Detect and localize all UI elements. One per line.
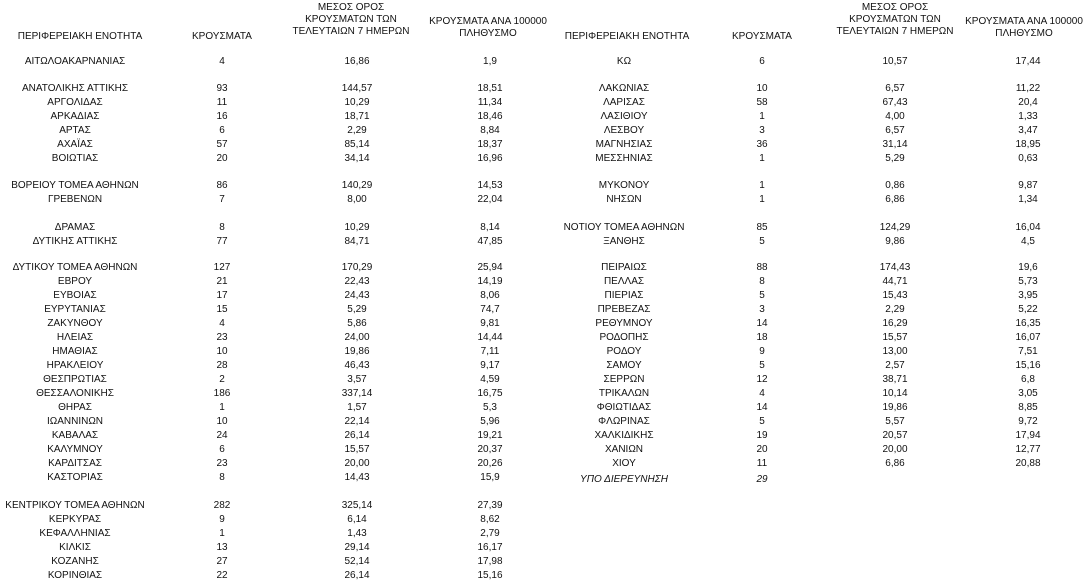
left-row-per100k: 17,98: [477, 556, 503, 567]
left-row-region: ΚΕΝΤΡΙΚΟΥ ΤΟΜΕΑ ΑΘΗΝΩΝ: [5, 500, 145, 511]
left-row-avg7: 6,14: [347, 514, 367, 525]
left-row-avg7: 26,14: [344, 430, 370, 441]
left-row-per100k: 1,9: [483, 56, 497, 67]
right-row-avg7: 67,43: [882, 97, 908, 108]
right-row-avg7: 20,00: [882, 444, 908, 455]
right-row-region: ΦΘΙΩΤΙΔΑΣ: [596, 402, 652, 413]
left-row-per100k: 9,17: [480, 360, 500, 371]
left-row-per100k: 11,34: [477, 97, 503, 108]
left-row-per100k: 74,7: [480, 304, 500, 315]
left-row-region: ΑΡΚΑΔΙΑΣ: [50, 111, 100, 122]
right-row-cases: 85: [756, 222, 768, 233]
left-row-cases: 93: [216, 83, 228, 94]
right-row-avg7: 13,00: [882, 346, 908, 357]
right-row-avg7: 174,43: [879, 262, 911, 273]
right-row-avg7: 6,86: [885, 458, 905, 469]
left-row-region: ΘΕΣΣΑΛΟΝΙΚΗΣ: [36, 388, 114, 399]
right-row-per100k: 4,5: [1021, 236, 1035, 247]
left-row-per100k: 27,39: [477, 500, 503, 511]
left-row-cases: 186: [213, 388, 231, 399]
left-row-region: ΘΕΣΠΡΩΤΙΑΣ: [43, 374, 107, 385]
left-row-cases: 27: [216, 556, 228, 567]
left-row-avg7: 22,43: [344, 276, 370, 287]
right-row-cases: 3: [759, 125, 765, 136]
left-row-region: ΖΑΚΥΝΘΟΥ: [47, 318, 103, 329]
left-row-cases: 28: [216, 360, 228, 371]
left-row-cases: 11: [216, 97, 228, 108]
right-row-region: ΠΕΙΡΑΙΩΣ: [601, 262, 647, 273]
right-row-avg7: 9,86: [885, 236, 905, 247]
left-row-per100k: 15,9: [480, 472, 500, 483]
right-row-avg7: 0,86: [885, 180, 905, 191]
right-row-per100k: 3,47: [1018, 125, 1038, 136]
left-row-cases: 21: [216, 276, 228, 287]
header-per100k-left: ΚΡΟΥΣΜΑΤΑ ΑΝΑ 100000 ΠΛΗΘΥΣΜΟ: [429, 16, 547, 39]
left-row-region: ΗΜΑΘΙΑΣ: [52, 346, 98, 357]
right-row-cases: 19: [756, 430, 768, 441]
right-row-cases: 14: [756, 402, 768, 413]
left-row-avg7: 15,57: [344, 444, 370, 455]
left-row-cases: 77: [216, 236, 228, 247]
header-cases-right: ΚΡΟΥΣΜΑΤΑ: [732, 31, 792, 42]
right-row-cases: 58: [756, 97, 768, 108]
right-row-per100k: 3,05: [1018, 388, 1038, 399]
right-row-per100k: 18,95: [1015, 139, 1041, 150]
header-avg7-right: ΜΕΣΟΣ ΟΡΟΣ ΚΡΟΥΣΜΑΤΩΝ ΤΩΝ ΤΕΛΕΥΤΑΙΩΝ 7 ΗΜΕΡΩΝ: [836, 2, 954, 37]
right-row-avg7: 38,71: [882, 374, 908, 385]
left-row-region: ΙΩΑΝΝΙΝΩΝ: [46, 416, 104, 427]
left-row-cases: 282: [213, 500, 231, 511]
left-row-per100k: 16,17: [477, 542, 503, 553]
right-row-region: ΡΕΘΥΜΝΟΥ: [595, 318, 653, 329]
right-row-region: ΠΕΛΛΑΣ: [603, 276, 645, 287]
left-row-per100k: 8,84: [480, 125, 500, 136]
right-row-region: ΥΠΟ ΔΙΕΡΕΥΝΗΣΗ: [580, 474, 668, 485]
right-row-region: ΠΡΕΒΕΖΑΣ: [597, 304, 651, 315]
right-row-avg7: 124,29: [879, 222, 911, 233]
right-row-per100k: 1,34: [1018, 194, 1038, 205]
left-row-avg7: 14,43: [344, 472, 370, 483]
left-row-cases: 57: [216, 139, 228, 150]
left-row-avg7: 19,86: [344, 346, 370, 357]
left-row-per100k: 22,04: [477, 194, 503, 205]
left-row-avg7: 22,14: [344, 416, 370, 427]
left-row-region: ΚΑΒΑΛΑΣ: [51, 430, 99, 441]
right-row-per100k: 20,88: [1015, 458, 1041, 469]
right-row-cases: 5: [759, 290, 765, 301]
right-row-avg7: 16,29: [882, 318, 908, 329]
left-row-region: ΑΧΑΪΑΣ: [57, 139, 93, 150]
right-row-region: ΛΑΡΙΣΑΣ: [603, 97, 645, 108]
left-row-per100k: 5,96: [480, 416, 500, 427]
left-row-cases: 127: [213, 262, 231, 273]
right-row-per100k: 7,51: [1018, 346, 1038, 357]
right-row-region: ΛΑΚΩΝΙΑΣ: [598, 83, 650, 94]
right-row-cases: 9: [759, 346, 765, 357]
left-row-cases: 8: [219, 222, 225, 233]
right-row-per100k: 8,85: [1018, 402, 1038, 413]
right-row-avg7: 6,57: [885, 125, 905, 136]
left-row-region: ΚΑΡΔΙΤΣΑΣ: [48, 458, 102, 469]
left-row-avg7: 34,14: [344, 153, 370, 164]
right-row-per100k: 20,4: [1018, 97, 1038, 108]
left-row-per100k: 5,3: [483, 402, 497, 413]
right-row-region: ΜΕΣΣΗΝΙΑΣ: [595, 153, 653, 164]
left-row-per100k: 18,37: [477, 139, 503, 150]
right-row-cases: 20: [756, 444, 768, 455]
right-row-region: ΜΥΚΟΝΟΥ: [598, 180, 650, 191]
right-row-avg7: 10,57: [882, 56, 908, 67]
left-row-avg7: 5,29: [347, 304, 367, 315]
left-row-cases: 23: [216, 332, 228, 343]
right-row-cases: 12: [756, 374, 768, 385]
header-per100k-right: ΚΡΟΥΣΜΑΤΑ ΑΝΑ 100000 ΠΛΗΘΥΣΜΟ: [965, 16, 1083, 39]
left-row-cases: 7: [219, 194, 225, 205]
right-row-cases: 10: [756, 83, 768, 94]
left-row-avg7: 170,29: [341, 262, 373, 273]
right-row-per100k: 1,33: [1018, 111, 1038, 122]
right-row-avg7: 19,86: [882, 402, 908, 413]
right-row-region: ΧΙΟΥ: [612, 458, 636, 469]
right-row-region: ΛΑΣΙΘΙΟΥ: [600, 111, 648, 122]
left-row-avg7: 24,43: [344, 290, 370, 301]
right-row-region: ΞΑΝΘΗΣ: [603, 236, 645, 247]
left-row-avg7: 10,29: [344, 97, 370, 108]
right-row-per100k: 19,6: [1018, 262, 1038, 273]
left-row-cases: 8: [219, 472, 225, 483]
left-row-per100k: 15,16: [477, 570, 503, 581]
left-row-cases: 6: [219, 125, 225, 136]
left-row-cases: 22: [216, 570, 228, 581]
right-row-per100k: 12,77: [1015, 444, 1041, 455]
left-row-cases: 16: [216, 111, 228, 122]
right-row-cases: 36: [756, 139, 768, 150]
left-row-per100k: 18,46: [477, 111, 503, 122]
left-row-per100k: 14,19: [477, 276, 503, 287]
left-row-cases: 15: [216, 304, 228, 315]
right-row-cases: 1: [759, 194, 765, 205]
right-row-cases: 8: [759, 276, 765, 287]
right-row-region: ΠΙΕΡΙΑΣ: [604, 290, 644, 301]
left-row-avg7: 26,14: [344, 570, 370, 581]
left-row-region: ΑΙΤΩΛΟΑΚΑΡΝΑΝΙΑΣ: [24, 56, 126, 67]
left-row-cases: 2: [219, 374, 225, 385]
right-row-per100k: 5,22: [1018, 304, 1038, 315]
left-row-avg7: 85,14: [344, 139, 370, 150]
right-row-region: ΚΩ: [616, 56, 632, 67]
right-row-per100k: 17,94: [1015, 430, 1041, 441]
left-row-region: ΚΟΖΑΝΗΣ: [51, 556, 99, 567]
right-row-region: ΛΕΣΒΟΥ: [603, 125, 645, 136]
left-row-avg7: 52,14: [344, 556, 370, 567]
left-row-cases: 4: [219, 56, 225, 67]
right-row-avg7: 6,86: [885, 194, 905, 205]
right-row-cases: 1: [759, 111, 765, 122]
right-row-cases: 1: [759, 153, 765, 164]
left-row-region: ΕΒΡΟΥ: [57, 276, 93, 287]
right-row-cases: 1: [759, 180, 765, 191]
right-row-avg7: 10,14: [882, 388, 908, 399]
left-row-avg7: 337,14: [341, 388, 373, 399]
right-row-cases: 14: [756, 318, 768, 329]
left-row-cases: 13: [216, 542, 228, 553]
left-row-avg7: 20,00: [344, 458, 370, 469]
left-row-region: ΗΡΑΚΛΕΙΟΥ: [46, 360, 104, 371]
right-row-region: ΦΛΩΡΙΝΑΣ: [598, 416, 650, 427]
left-row-avg7: 18,71: [344, 111, 370, 122]
left-row-avg7: 144,57: [341, 83, 373, 94]
left-row-avg7: 8,00: [347, 194, 367, 205]
left-row-region: ΚΑΣΤΟΡΙΑΣ: [47, 472, 103, 483]
left-row-per100k: 14,53: [477, 180, 503, 191]
left-row-region: ΚΕΦΑΛΛΗΝΙΑΣ: [39, 528, 111, 539]
right-row-per100k: 9,72: [1018, 416, 1038, 427]
left-row-avg7: 1,43: [347, 528, 367, 539]
left-row-per100k: 8,62: [480, 514, 500, 525]
left-row-avg7: 1,57: [347, 402, 367, 413]
right-row-avg7: 31,14: [882, 139, 908, 150]
right-row-region: ΧΑΛΚΙΔΙΚΗΣ: [594, 430, 654, 441]
left-row-region: ΓΡΕΒΕΝΩΝ: [47, 194, 103, 205]
left-row-region: ΚΟΡΙΝΘΙΑΣ: [47, 570, 103, 581]
left-row-per100k: 20,26: [477, 458, 503, 469]
right-row-region: ΡΟΔΟΥ: [606, 346, 642, 357]
left-row-avg7: 84,71: [344, 236, 370, 247]
header-region-left: ΠΕΡΙΦΕΡΕΙΑΚΗ ΕΝΟΤΗΤΑ: [17, 31, 143, 42]
right-row-cases: 4: [759, 388, 765, 399]
right-row-per100k: 16,04: [1015, 222, 1041, 233]
left-row-avg7: 3,57: [347, 374, 367, 385]
right-row-region: ΡΟΔΟΠΗΣ: [599, 332, 649, 343]
right-row-cases: 5: [759, 360, 765, 371]
left-row-region: ΔΡΑΜΑΣ: [54, 222, 96, 233]
left-row-per100k: 19,21: [477, 430, 503, 441]
left-row-avg7: 10,29: [344, 222, 370, 233]
left-row-region: ΘΗΡΑΣ: [58, 402, 92, 413]
right-row-region: ΣΕΡΡΩΝ: [603, 374, 645, 385]
left-row-cases: 17: [216, 290, 228, 301]
right-row-avg7: 6,57: [885, 83, 905, 94]
right-row-avg7: 2,29: [885, 304, 905, 315]
left-row-region: ΚΙΛΚΙΣ: [59, 542, 91, 553]
right-row-region: ΤΡΙΚΑΛΩΝ: [598, 388, 650, 399]
right-row-per100k: 6,8: [1021, 374, 1035, 385]
left-row-cases: 4: [219, 318, 225, 329]
right-row-cases: 18: [756, 332, 768, 343]
right-row-cases: 5: [759, 236, 765, 247]
left-row-region: ΑΡΤΑΣ: [59, 125, 91, 136]
right-row-per100k: 15,16: [1015, 360, 1041, 371]
right-row-region: ΝΗΣΩΝ: [606, 194, 642, 205]
right-row-region: ΣΑΜΟΥ: [606, 360, 642, 371]
right-row-avg7: 2,57: [885, 360, 905, 371]
left-row-cases: 10: [216, 346, 228, 357]
right-row-avg7: 15,43: [882, 290, 908, 301]
right-row-cases: 5: [759, 416, 765, 427]
right-row-avg7: 4,00: [885, 111, 905, 122]
left-row-avg7: 2,29: [347, 125, 367, 136]
left-row-per100k: 25,94: [477, 262, 503, 273]
header-region-right: ΠΕΡΙΦΕΡΕΙΑΚΗ ΕΝΟΤΗΤΑ: [564, 31, 690, 42]
right-row-per100k: 17,44: [1015, 56, 1041, 67]
left-row-per100k: 16,96: [477, 153, 503, 164]
left-row-avg7: 5,86: [347, 318, 367, 329]
right-row-avg7: 15,57: [882, 332, 908, 343]
right-row-cases: 11: [756, 458, 768, 469]
left-row-region: ΕΥΡΥΤΑΝΙΑΣ: [44, 304, 106, 315]
left-row-cases: 1: [219, 528, 225, 539]
left-row-per100k: 8,14: [480, 222, 500, 233]
right-row-per100k: 0,63: [1018, 153, 1038, 164]
right-row-per100k: 3,95: [1018, 290, 1038, 301]
left-row-per100k: 4,59: [480, 374, 500, 385]
left-row-per100k: 20,37: [477, 444, 503, 455]
right-row-per100k: 16,35: [1015, 318, 1041, 329]
header-cases-left: ΚΡΟΥΣΜΑΤΑ: [192, 31, 252, 42]
right-row-per100k: 11,22: [1015, 83, 1041, 94]
left-row-cases: 23: [216, 458, 228, 469]
left-row-per100k: 7,11: [480, 346, 500, 357]
right-row-per100k: 9,87: [1018, 180, 1038, 191]
left-row-per100k: 2,79: [480, 528, 500, 539]
left-row-cases: 10: [216, 416, 228, 427]
left-row-region: ΔΥΤΙΚΟΥ ΤΟΜΕΑ ΑΘΗΝΩΝ: [12, 262, 138, 273]
left-row-per100k: 18,51: [477, 83, 503, 94]
right-row-cases: 6: [759, 56, 765, 67]
left-row-cases: 24: [216, 430, 228, 441]
right-row-region: ΧΑΝΙΩΝ: [604, 444, 644, 455]
right-row-region: ΝΟΤΙΟΥ ΤΟΜΕΑ ΑΘΗΝΩΝ: [563, 222, 685, 233]
left-row-region: ΔΥΤΙΚΗΣ ΑΤΤΙΚΗΣ: [32, 236, 118, 247]
right-row-avg7: 5,29: [885, 153, 905, 164]
right-row-region: ΜΑΓΝΗΣΙΑΣ: [595, 139, 653, 150]
left-row-region: ΒΟΙΩΤΙΑΣ: [51, 153, 99, 164]
left-row-cases: 20: [216, 153, 228, 164]
left-row-avg7: 325,14: [341, 500, 373, 511]
left-row-avg7: 140,29: [341, 180, 373, 191]
right-row-avg7: 20,57: [882, 430, 908, 441]
left-row-avg7: 24,00: [344, 332, 370, 343]
right-row-cases: 3: [759, 304, 765, 315]
left-row-avg7: 16,86: [344, 56, 370, 67]
right-row-per100k: 16,07: [1015, 332, 1041, 343]
left-row-region: ΚΑΛΥΜΝΟΥ: [47, 444, 103, 455]
left-row-region: ΑΝΑΤΟΛΙΚΗΣ ΑΤΤΙΚΗΣ: [21, 83, 129, 94]
left-row-per100k: 47,85: [477, 236, 503, 247]
left-row-cases: 86: [216, 180, 228, 191]
right-row-cases: 29: [756, 474, 768, 485]
right-row-per100k: 5,73: [1018, 276, 1038, 287]
left-row-avg7: 46,43: [344, 360, 370, 371]
left-row-cases: 6: [219, 444, 225, 455]
left-row-cases: 1: [219, 402, 225, 413]
right-row-avg7: 44,71: [882, 276, 908, 287]
left-row-per100k: 16,75: [477, 388, 503, 399]
left-row-region: ΕΥΒΟΙΑΣ: [53, 290, 97, 301]
left-row-per100k: 8,06: [480, 290, 500, 301]
header-avg7-left: ΜΕΣΟΣ ΟΡΟΣ ΚΡΟΥΣΜΑΤΩΝ ΤΩΝ ΤΕΛΕΥΤΑΙΩΝ 7 ΗΜΕΡΩΝ: [292, 2, 410, 37]
left-row-region: ΚΕΡΚΥΡΑΣ: [48, 514, 102, 525]
right-row-cases: 88: [756, 262, 768, 273]
right-row-avg7: 5,57: [885, 416, 905, 427]
left-row-per100k: 14,44: [477, 332, 503, 343]
left-row-per100k: 9,81: [480, 318, 500, 329]
left-row-cases: 9: [219, 514, 225, 525]
left-row-region: ΗΛΕΙΑΣ: [56, 332, 94, 343]
left-row-avg7: 29,14: [344, 542, 370, 553]
left-row-region: ΑΡΓΟΛΙΔΑΣ: [47, 97, 103, 108]
left-row-region: ΒΟΡΕΙΟΥ ΤΟΜΕΑ ΑΘΗΝΩΝ: [11, 180, 139, 191]
